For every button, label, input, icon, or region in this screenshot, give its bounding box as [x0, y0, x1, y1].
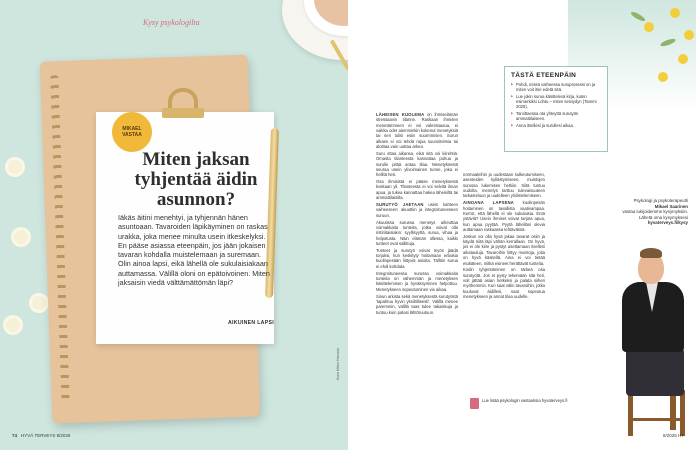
left-folio — [12, 433, 70, 438]
yellow-flower — [678, 54, 688, 64]
paragraph-text: usein kahteen vaiheeseen: akuuttiin ja integroituneeseen suruun. — [376, 202, 458, 218]
chair-leg — [628, 390, 633, 436]
author-badge — [112, 112, 152, 152]
magazine-icon — [470, 398, 479, 409]
paragraph-text: Integroituneessa surussa voimakkaita tunteita on vähemmän ja menetyksen käsittelemisen ja hyväksyminen helpottuu. Menetykseen sopeutuminen vie aikaa. — [376, 270, 458, 292]
article-paragraph — [463, 200, 545, 232]
flower-decoration — [6, 318, 20, 332]
page-number: 74 — [12, 433, 18, 438]
paragraph-lead: AINOANA LAPSENA — [463, 200, 515, 206]
yellow-flower — [670, 8, 680, 18]
notebook-rings — [50, 75, 70, 405]
expert-description: vastaa lukijoidemme kysymyksiin. Lähetä oma kysymyksesi — [622, 209, 688, 220]
paragraph-lead: SURUTYÖ JAETAAN — [376, 202, 424, 207]
expert-role: Psykologi ja psykoterapeutti — [633, 198, 688, 203]
article-paragraph — [376, 294, 458, 315]
section-kicker: Kysy psykologilta — [143, 18, 200, 27]
article-paragraph — [376, 220, 458, 247]
paragraph-text: kuolinpesän hoitaminen on tavallista vaativampaa. Kerrot, että lähellä ei ole sukulaisia. Entä ystäviä? Usein ihmiset voivat tarjota apua, kun apua pyytää. Pyytä lähelläsi olevia auttamaan raskaassa tehtävässä. — [463, 200, 546, 232]
tip-item: ▶ Anna itsellesi ja surullesi aikaa. — [511, 123, 601, 128]
read-more-text: Lue lisää psykologin vastauksia hyvaterveys.fi — [482, 398, 568, 403]
article-paragraph — [376, 202, 458, 218]
yellow-flower — [684, 30, 694, 40]
reader-letter: Iäkäs äitini menehtyi, ja tyhjennän hänen asuntoaan. Tavaroiden läpikäyminen on raskas urakka, joka menee minulta usein itkeskelyksi. En pääse asiassa eteenpäin, jos jään jokaisen tavaran kohdalla muistelemaan ja suremaan. Olin ainoa lapsi, eikä lähellä ole sukulaisiakaan auttamassa. Välillä oloni on epätoivoinen. Miten jaksaisin viedä välttämättömän läpi? — [118, 213, 270, 288]
paragraph-text: on ihmiselämän stressaavin tilanne. Raskaan ihmisen menetämmeen ei voi valmistautua, ei vaikka odet aiemminkin kokenut menetyksiä tai sen tulisi esiin suurmmisen. Surun alkaen ei voi tehdä rajua suunnitelmia tai aloittaa vain uuttaa arkea. — [376, 112, 458, 150]
chair-rung — [628, 418, 685, 421]
right-folio: 8/2025 HT — [662, 433, 684, 438]
person-legs — [626, 348, 684, 396]
article-column-2 — [463, 172, 545, 301]
tips-list — [511, 82, 601, 128]
paragraph-text: Sinun arkista sekä menetyksestä surutyöstä 'tapahtuu hyvin yksilöllisesti'. Välillä menee paremmin, välillä taas tulee takaiskuja ja tuntuu kuin palasi lähtöruutuun. — [376, 293, 458, 315]
expert-caption — [610, 198, 688, 226]
article-paragraph — [376, 151, 458, 178]
paragraph-text: normaaleihin ja uudestaan sulkeutumiseen, asenteiden kyllästymiseen, muistojen surussa lukemisen hetkiin. Siitä tuntuu oudolta, menetys tarttuu tulevaisuuteen tarkasteluun ja uudelleen yhdistelemiseen. — [463, 172, 545, 199]
article-column-1 — [376, 112, 458, 316]
expert-link[interactable]: hyvaterveys.fi/kysy — [647, 220, 688, 226]
flower-decoration — [14, 230, 28, 244]
page-headline: Miten jaksan tyhjentää äidin asunnon? — [134, 149, 258, 210]
article-paragraph — [463, 172, 545, 199]
tip-item: ▶ Lue jokin surua käsittelevä kirja, kuten esimerkiksi Lohtu – miten selviydyn (Tammi 2025). — [511, 94, 601, 110]
flower-decoration — [8, 160, 22, 174]
paragraph-text: Joskus voi olla hyvä jakaa tavarat osiin ja käydä niitä läpi vähän kerrallaan. On hyvä, jos ei ole kiire ja pystyt asettamaan itsellesi aikatauluja. Tavaroihin liittyy muistoja, joita on hyvä käsitellä. Aina ei voi tietää etukäteen, mitkä esineet herättävät tunteita. — [463, 233, 545, 266]
person-hair — [640, 248, 662, 258]
tips-box — [504, 66, 608, 152]
paragraph-text: Kodin tyhjentäminen on tärkeä osa surutyötä. Jos et pysty tekemään sitä heti, voit jättää asian hetkeksi ja palata siihen myöhemmin. Kun saat välin tavaroihin, jotka kuuluvat äidillesi, saat sopeutua menetykseen ja annat tilaa uudelle. — [463, 267, 545, 300]
article-paragraph — [463, 234, 545, 266]
chair-leg — [680, 390, 685, 436]
paragraph-text: Suru ottaa aikansa, eikä sitä voi kiirehtiä. Omasta tilanteesta kannattaa puhua ja surulle pitää antaa tilaa. Menetyksestä seuraa usein ylivoimainen tunne, joka ei hellitä heti. — [376, 150, 458, 178]
article-paragraph — [463, 267, 545, 299]
photo-credit: Kuva Mikko Hannula — [336, 347, 340, 380]
paper-clip-base — [162, 108, 204, 118]
tip-item: ▶ Pohdi, missä vaiheessa suruprosessi on ja miten voit itse edetä sitä. — [511, 82, 601, 92]
right-page — [348, 0, 696, 450]
magazine-issue: HYVÄ TERVEYS 8/2025 — [21, 433, 71, 438]
tips-title: TÄSTÄ ETEENPÄIN — [511, 72, 577, 79]
expert-photo — [610, 240, 696, 440]
read-more-note — [470, 398, 570, 403]
paragraph-text: Osa ihmisistä ei pääse menetyksestä koskaan yli. Tilanteesta ei voi selvitä ilman apua, ja tukea kannattaa hakea läheisiltä tai ammattilaisilta. — [376, 179, 458, 201]
paragraph-text: Akuutissa surussa menetys aiheuttaa voimakkaita tunteita, jotka voivat olla ristiriitaisiakin: syyllisyyttä, surua, vihaa ja helpotusta. Näin elämän ollessa, kaikki tunteet ovat sallittuja. — [376, 219, 458, 246]
article-paragraph — [376, 271, 458, 292]
article-paragraph — [376, 248, 458, 269]
yellow-flower — [644, 22, 654, 32]
paragraph-lead: LÄHEISEN KUOLEMA — [376, 112, 425, 117]
badge-line1: MIKAEL — [122, 126, 142, 132]
badge-line2: VASTAA — [122, 132, 142, 138]
article-paragraph — [376, 112, 458, 149]
letter-signature: AIKUINEN LAPSI — [228, 320, 274, 326]
flower-decoration — [32, 296, 46, 310]
expert-name: Mikael Saarinen — [654, 203, 688, 209]
tip-item: ▶ Tarvittaessa ota yhteyttä surutyön ammattilaiseen. — [511, 111, 601, 121]
article-paragraph — [376, 179, 458, 200]
yellow-flower — [658, 72, 668, 82]
paragraph-text: Tunteet ja surutyö voivat myös jäädä torjuksi, kun keskityty hoitamaan erilaisia kuolinpesään liittyviä asioita. Tällöin surua ei ehdi kohdata. — [376, 247, 458, 269]
